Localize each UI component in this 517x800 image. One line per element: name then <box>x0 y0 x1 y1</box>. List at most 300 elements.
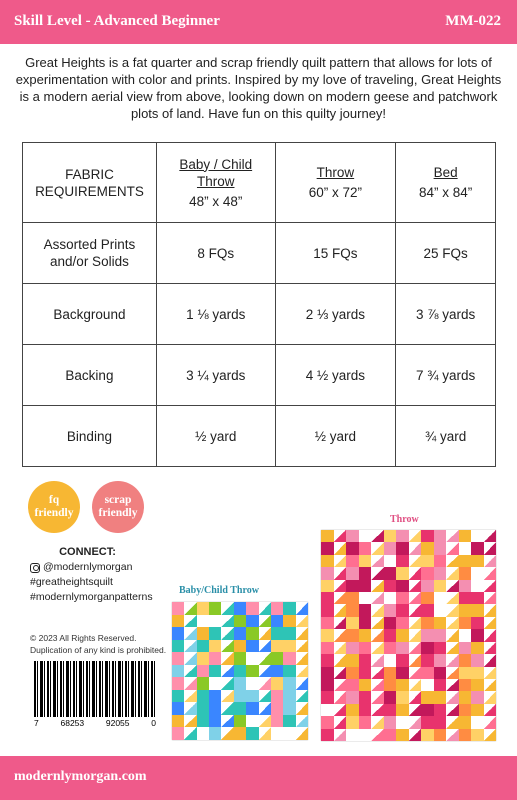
scrap-friendly-badge <box>92 481 144 533</box>
quilt-patch <box>246 702 258 715</box>
quilt-patch <box>471 542 484 554</box>
quilt-patch <box>334 704 347 716</box>
duplication-notice: Duplication of any kind is prohibited. <box>30 645 167 655</box>
size-header-throw <box>275 143 396 223</box>
quilt-patch <box>446 642 459 654</box>
table-cell: ½ yard <box>275 406 396 467</box>
quilt-patch <box>471 617 484 629</box>
quilt-patch <box>321 617 334 629</box>
quilt-patch <box>384 691 397 703</box>
quilt-patch <box>172 702 184 715</box>
quilt-patch <box>459 654 472 666</box>
quilt-patch <box>371 629 384 641</box>
quilt-patch <box>283 690 295 703</box>
table-cell: 3 ⅞ yards <box>396 284 496 345</box>
quilt-patch <box>359 530 372 542</box>
quilt-patch <box>384 604 397 616</box>
quilt-patch <box>221 702 233 715</box>
quilt-patch <box>172 677 184 690</box>
quilt-patch <box>271 690 283 703</box>
quilt-patch <box>434 604 447 616</box>
quilt-patch <box>371 704 384 716</box>
quilt-patch <box>259 677 271 690</box>
table-cell: ½ yard <box>156 406 275 467</box>
quilt-patch <box>459 716 472 728</box>
intro-paragraph: Great Heights is a fat quarter and scrap friendly quilt pattern that allows for lots of experimentation with color and prints. Inspired by my love of traveling, Great Heights is a modern aerial view from above, looking down on modern geese and patchwork plots of land. Have fun on this quilty journey! <box>15 55 502 121</box>
quilt-patch <box>484 704 497 716</box>
quilt-patch <box>409 716 422 728</box>
table-row <box>23 406 496 467</box>
quilt-patch <box>421 580 434 592</box>
badge-text: friendly <box>98 507 138 519</box>
quilt-patch <box>471 716 484 728</box>
quilt-patch <box>371 642 384 654</box>
quilt-patch <box>434 555 447 567</box>
quilt-patch <box>172 602 184 615</box>
quilt-patch <box>409 604 422 616</box>
quilt-patch <box>484 530 497 542</box>
quilt-patch <box>296 677 308 690</box>
quilt-patch <box>346 716 359 728</box>
quilt-patch <box>434 654 447 666</box>
quilt-patch <box>396 691 409 703</box>
quilt-patch <box>484 617 497 629</box>
quilt-patch <box>271 702 283 715</box>
quilt-patch <box>484 604 497 616</box>
quilt-patch <box>396 654 409 666</box>
quilt-patch <box>209 715 221 728</box>
quilt-patch <box>359 691 372 703</box>
table-cell: 1 ⅛ yards <box>156 284 275 345</box>
quilt-patch <box>484 729 497 741</box>
size-dimensions: 60” x 72” <box>308 185 363 200</box>
quilt-patch <box>421 555 434 567</box>
quilt-patch <box>471 704 484 716</box>
quilt-patch <box>396 580 409 592</box>
quilt-patch <box>346 592 359 604</box>
quilt-patch <box>421 604 434 616</box>
quilt-patch <box>384 629 397 641</box>
quilt-patch <box>434 729 447 741</box>
quilt-patch <box>409 542 422 554</box>
quilt-patch <box>409 629 422 641</box>
quilt-patch <box>421 704 434 716</box>
quilt-patch <box>396 716 409 728</box>
size-name: Throw <box>196 173 235 189</box>
quilt-patch <box>446 580 459 592</box>
quilt-patch <box>346 629 359 641</box>
quilt-patch <box>484 592 497 604</box>
corner-line1: FABRIC <box>65 166 114 182</box>
quilt-patch <box>209 627 221 640</box>
quilt-patch <box>209 677 221 690</box>
quilt-patch <box>209 602 221 615</box>
quilt-patch <box>471 629 484 641</box>
quilt-patch <box>409 667 422 679</box>
footer-bar <box>0 756 517 800</box>
quilt-patch <box>371 716 384 728</box>
quilt-patch <box>446 555 459 567</box>
size-name: Throw <box>316 165 355 180</box>
badge-text: scrap <box>104 494 132 506</box>
quilt-patch <box>184 690 196 703</box>
quilt-patch <box>184 665 196 678</box>
quilt-patch <box>484 555 497 567</box>
quilt-patch <box>234 727 246 740</box>
quilt-patch <box>346 530 359 542</box>
quilt-patch <box>471 592 484 604</box>
quilt-patch <box>434 667 447 679</box>
quilt-patch <box>471 604 484 616</box>
quilt-patch <box>334 729 347 741</box>
quilt-patch <box>471 530 484 542</box>
quilt-patch <box>459 530 472 542</box>
quilt-patch <box>321 716 334 728</box>
quilt-patch <box>246 640 258 653</box>
quilt-patch <box>396 555 409 567</box>
quilt-patch <box>471 642 484 654</box>
table-row <box>23 284 496 345</box>
quilt-patch <box>409 642 422 654</box>
quilt-patch <box>334 654 347 666</box>
quilt-patch <box>421 592 434 604</box>
quilt-patch <box>459 691 472 703</box>
quilt-patch <box>359 642 372 654</box>
quilt-patch <box>271 715 283 728</box>
quilt-patch <box>384 542 397 554</box>
quilt-patch <box>246 602 258 615</box>
quilt-patch <box>283 702 295 715</box>
quilt-patch <box>334 567 347 579</box>
quilt-patch <box>259 615 271 628</box>
quilt-patch <box>359 617 372 629</box>
quilt-patch <box>209 702 221 715</box>
quilt-patch <box>172 615 184 628</box>
quilt-patch <box>209 690 221 703</box>
quilt-patch <box>321 679 334 691</box>
quilt-patch <box>321 654 334 666</box>
quilt-patch <box>446 654 459 666</box>
quilt-patch <box>371 691 384 703</box>
quilt-patch <box>184 627 196 640</box>
quilt-patch <box>197 715 209 728</box>
quilt-patch <box>296 690 308 703</box>
quilt-patch <box>172 690 184 703</box>
quilt-patch <box>246 665 258 678</box>
quilt-patch <box>296 640 308 653</box>
quilt-patch <box>459 555 472 567</box>
size-name: Bed <box>433 165 458 180</box>
baby-quilt-image <box>172 602 308 740</box>
quilt-patch <box>396 592 409 604</box>
quilt-patch <box>346 642 359 654</box>
quilt-patch <box>371 530 384 542</box>
fq-friendly-badge <box>28 481 80 533</box>
size-header-bed <box>396 143 496 223</box>
quilt-patch <box>346 567 359 579</box>
quilt-patch <box>409 555 422 567</box>
quilt-patch <box>371 654 384 666</box>
instagram-handle <box>30 560 180 575</box>
quilt-patch <box>197 665 209 678</box>
quilt-patch <box>484 580 497 592</box>
quilt-patch <box>459 667 472 679</box>
quilt-patch <box>321 542 334 554</box>
row-label: Backing <box>23 345 157 406</box>
quilt-patch <box>434 530 447 542</box>
quilt-patch <box>371 667 384 679</box>
quilt-patch <box>346 704 359 716</box>
quilt-patch <box>409 679 422 691</box>
quilt-patch <box>334 667 347 679</box>
quilt-patch <box>371 729 384 741</box>
quilt-patch <box>172 627 184 640</box>
quilt-patch <box>334 617 347 629</box>
quilt-patch <box>283 665 295 678</box>
table-cell: 3 ¼ yards <box>156 345 275 406</box>
quilt-patch <box>271 665 283 678</box>
quilt-patch <box>321 530 334 542</box>
quilt-patch <box>434 617 447 629</box>
quilt-patch <box>259 602 271 615</box>
quilt-patch <box>409 530 422 542</box>
skill-level: Skill Level - Advanced Beginner <box>14 13 220 29</box>
quilt-patch <box>459 592 472 604</box>
quilt-patch <box>434 592 447 604</box>
quilt-patch <box>321 691 334 703</box>
hashtag: #greatheightsquilt <box>30 576 113 588</box>
quilt-patch <box>234 665 246 678</box>
quilt-patch <box>396 629 409 641</box>
quilt-patch <box>371 555 384 567</box>
quilt-patch <box>197 702 209 715</box>
quilt-patch <box>434 691 447 703</box>
quilt-patch <box>384 704 397 716</box>
quilt-patch <box>434 580 447 592</box>
quilt-patch <box>184 615 196 628</box>
row-label <box>23 223 157 284</box>
quilt-patch <box>334 604 347 616</box>
table-corner <box>23 143 157 223</box>
quilt-patch <box>334 580 347 592</box>
quilt-patch <box>396 729 409 741</box>
quilt-patch <box>434 629 447 641</box>
quilt-patch <box>484 642 497 654</box>
quilt-patch <box>459 629 472 641</box>
quilt-patch <box>197 727 209 740</box>
quilt-patch <box>321 604 334 616</box>
quilt-patch <box>434 567 447 579</box>
quilt-patch <box>234 690 246 703</box>
quilt-patch <box>459 542 472 554</box>
quilt-patch <box>259 665 271 678</box>
row-label: Binding <box>23 406 157 467</box>
quilt-patch <box>384 530 397 542</box>
quilt-patch <box>459 679 472 691</box>
quilt-patch <box>359 667 372 679</box>
quilt-patch <box>197 615 209 628</box>
quilt-patch <box>296 627 308 640</box>
quilt-patch <box>271 627 283 640</box>
quilt-patch <box>184 652 196 665</box>
quilt-patch <box>172 715 184 728</box>
barcode-digit-group: 7 <box>34 718 39 728</box>
table-cell: 15 FQs <box>275 223 396 284</box>
quilt-patch <box>446 617 459 629</box>
quilt-patch <box>446 679 459 691</box>
copyright: © 2023 All Rights Reserved. <box>30 633 137 643</box>
quilt-patch <box>459 729 472 741</box>
quilt-patch <box>334 530 347 542</box>
quilt-patch <box>221 652 233 665</box>
quilt-patch <box>283 640 295 653</box>
table-cell: 8 FQs <box>156 223 275 284</box>
quilt-patch <box>184 702 196 715</box>
quilt-patch <box>396 530 409 542</box>
quilt-patch <box>359 629 372 641</box>
quilt-patch <box>409 617 422 629</box>
quilt-patch <box>283 727 295 740</box>
quilt-patch <box>221 665 233 678</box>
corner-line2: REQUIREMENTS <box>35 183 144 199</box>
quilt-patch <box>471 691 484 703</box>
quilt-patch <box>384 642 397 654</box>
table-cell: 2 ⅓ yards <box>275 284 396 345</box>
quilt-patch <box>197 627 209 640</box>
quilt-patch <box>283 652 295 665</box>
quilt-patch <box>321 642 334 654</box>
quilt-patch <box>334 542 347 554</box>
quilt-patch <box>371 592 384 604</box>
quilt-patch <box>334 716 347 728</box>
quilt-patch <box>321 704 334 716</box>
quilt-patch <box>484 654 497 666</box>
quilt-patch <box>346 729 359 741</box>
instagram-handle-text: @modernlymorgan <box>43 561 133 573</box>
quilt-patch <box>283 602 295 615</box>
quilt-patch <box>434 716 447 728</box>
quilt-patch <box>334 679 347 691</box>
quilt-patch <box>384 580 397 592</box>
quilt-patch <box>234 702 246 715</box>
quilt-patch <box>184 715 196 728</box>
quilt-patch <box>384 716 397 728</box>
quilt-patch <box>209 665 221 678</box>
quilt-patch <box>296 702 308 715</box>
quilt-patch <box>234 615 246 628</box>
quilt-patch <box>409 704 422 716</box>
quilt-patch <box>271 602 283 615</box>
quilt-patch <box>172 640 184 653</box>
quilt-patch <box>484 716 497 728</box>
website-link[interactable]: modernlymorgan.com <box>14 769 147 784</box>
quilt-patch <box>221 677 233 690</box>
quilt-patch <box>346 679 359 691</box>
barcode-digit-group: 92055 <box>105 718 130 728</box>
quilt-patch <box>246 690 258 703</box>
quilt-patch <box>271 615 283 628</box>
quilt-patch <box>359 654 372 666</box>
table-cell: 7 ¾ yards <box>396 345 496 406</box>
quilt-patch <box>271 727 283 740</box>
quilt-patch <box>484 567 497 579</box>
quilt-patch <box>371 580 384 592</box>
quilt-patch <box>172 652 184 665</box>
quilt-patch <box>296 715 308 728</box>
quilt-patch <box>459 580 472 592</box>
quilt-patch <box>471 555 484 567</box>
quilt-patch <box>396 704 409 716</box>
quilt-patch <box>446 542 459 554</box>
quilt-patch <box>271 652 283 665</box>
quilt-patch <box>446 716 459 728</box>
baby-quilt-label: Baby/Child Throw <box>179 585 259 596</box>
quilt-patch <box>421 654 434 666</box>
row-label-line2: and/or Solids <box>50 254 129 269</box>
quilt-patch <box>346 654 359 666</box>
quilt-patch <box>321 629 334 641</box>
quilt-patch <box>296 727 308 740</box>
quilt-patch <box>409 654 422 666</box>
quilt-patch <box>446 530 459 542</box>
quilt-patch <box>209 727 221 740</box>
quilt-patch <box>221 715 233 728</box>
quilt-patch <box>346 542 359 554</box>
quilt-patch <box>221 640 233 653</box>
quilt-patch <box>184 602 196 615</box>
quilt-patch <box>446 691 459 703</box>
quilt-patch <box>434 542 447 554</box>
throw-quilt-label: Throw <box>390 514 419 525</box>
quilt-patch <box>421 629 434 641</box>
quilt-patch <box>334 592 347 604</box>
quilt-patch <box>221 627 233 640</box>
size-header-baby <box>156 143 275 223</box>
quilt-patch <box>184 727 196 740</box>
table-row <box>23 345 496 406</box>
barcode <box>34 661 156 731</box>
quilt-patch <box>359 567 372 579</box>
quilt-patch <box>409 580 422 592</box>
badge-text: fq <box>48 494 60 506</box>
quilt-patch <box>346 604 359 616</box>
quilt-patch <box>421 642 434 654</box>
quilt-patch <box>484 542 497 554</box>
quilt-patch <box>384 555 397 567</box>
quilt-patch <box>421 679 434 691</box>
quilt-patch <box>359 729 372 741</box>
throw-quilt-image <box>321 530 496 741</box>
quilt-patch <box>471 567 484 579</box>
quilt-patch <box>259 627 271 640</box>
quilt-patch <box>259 702 271 715</box>
quilt-patch <box>421 530 434 542</box>
quilt-patch <box>221 602 233 615</box>
hashtag: #modernlymorganpatterns <box>30 591 153 603</box>
quilt-patch <box>197 652 209 665</box>
quilt-patch <box>259 727 271 740</box>
quilt-patch <box>359 716 372 728</box>
quilt-patch <box>471 729 484 741</box>
quilt-patch <box>446 667 459 679</box>
quilt-patch <box>421 691 434 703</box>
quilt-patch <box>421 729 434 741</box>
quilt-patch <box>346 617 359 629</box>
quilt-patch <box>434 679 447 691</box>
quilt-patch <box>421 667 434 679</box>
quilt-patch <box>283 715 295 728</box>
quilt-patch <box>409 592 422 604</box>
